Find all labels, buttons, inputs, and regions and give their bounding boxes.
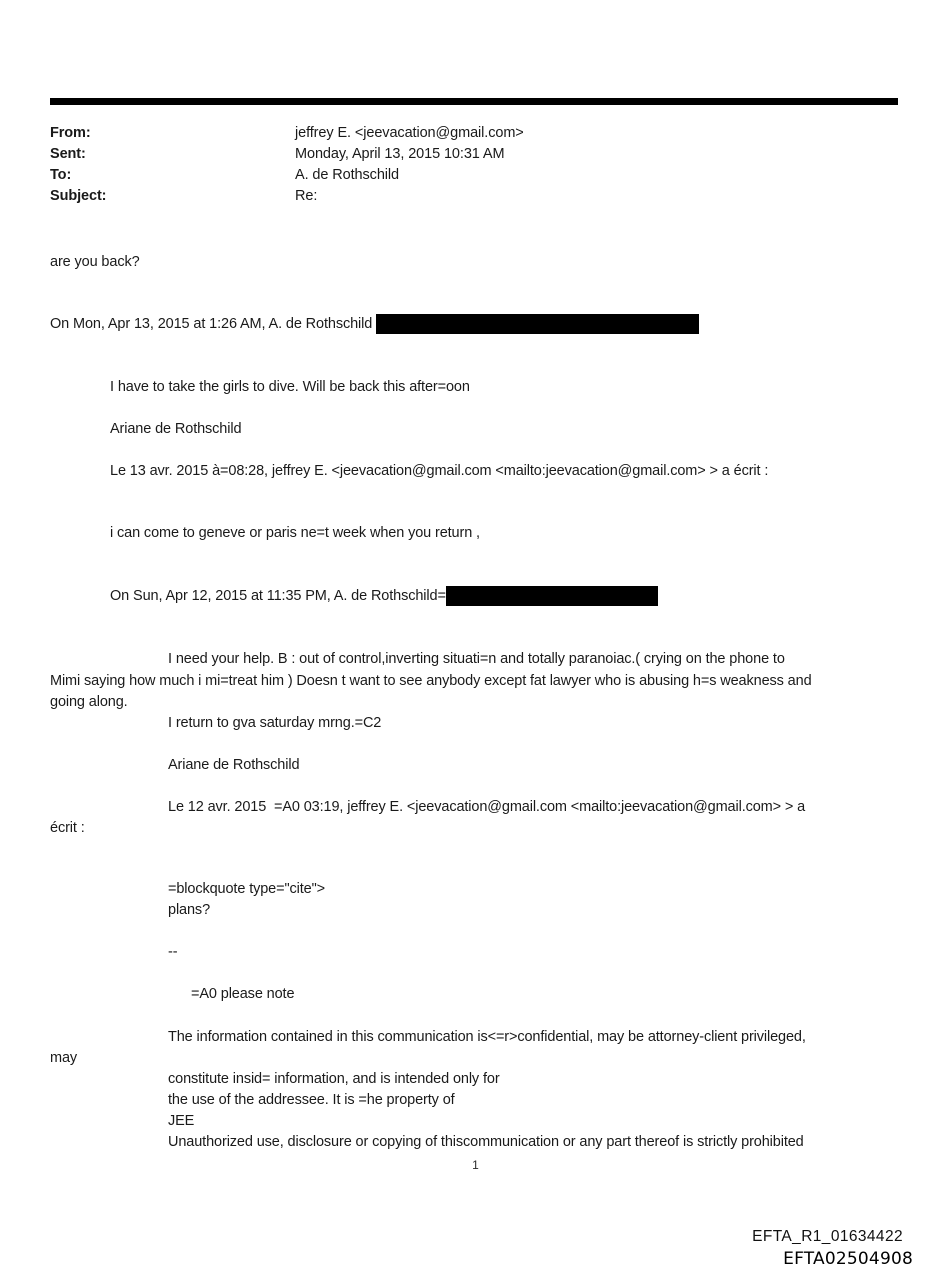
blockquote-tag-text: =blockquote type="cite"> xyxy=(168,881,325,897)
quote3-paragraph-line-3: going along. xyxy=(50,694,128,710)
to-label: To: xyxy=(50,167,72,183)
quote1-inner-attribution: Le 13 avr. 2015 à=08:28, jeffrey E. <jeevacation@gmail.com <mailto:jeevacation@gmail.com> > a écrit : xyxy=(110,463,769,479)
disclaimer-line-5: Unauthorized use, disclosure or copying of thiscommunication or any part thereof is strictly prohibited xyxy=(168,1134,804,1150)
redaction-bar-2 xyxy=(446,586,658,606)
bates-stamp-secondary: EFTA02504908 xyxy=(783,1249,913,1269)
disclaimer-line-1: The information contained in this communication is<=r>confidential, may be attorney-client privileged, xyxy=(168,1029,806,1045)
quote3-paragraph-line-1: I need your help. B : out of control,inverting situati=n and totally paranoiac.( crying on the phone to xyxy=(168,651,785,667)
sent-value: Monday, April 13, 2015 10:31 AM xyxy=(295,146,505,162)
disclaimer-line-2: constitute insid= information, and is intended only for xyxy=(168,1071,500,1087)
quote2-line-1: i can come to geneve or paris ne=t week when you return , xyxy=(110,525,480,541)
quote1-line-1: I have to take the girls to dive. Will be back this after=oon xyxy=(110,379,470,395)
disclaimer-line-4: JEE xyxy=(168,1113,195,1129)
email-header xyxy=(50,125,910,209)
quote1-attribution xyxy=(50,314,427,335)
header-rule xyxy=(50,98,898,105)
disclaimer-line-3: the use of the addressee. It is =he property of xyxy=(168,1092,455,1108)
signature-separator-dashes: -- xyxy=(168,944,178,960)
subject-value: Re: xyxy=(295,188,318,204)
redaction-bar-1 xyxy=(376,314,699,334)
quote2-attribution xyxy=(110,586,488,607)
quote1-signature: Ariane de Rothschild xyxy=(110,421,242,437)
blockquote-plans-text: plans? xyxy=(168,902,211,918)
from-label: From: xyxy=(50,125,91,141)
message-greeting: are you back? xyxy=(50,254,140,270)
header-row-from xyxy=(50,125,910,146)
header-row-subject xyxy=(50,188,910,209)
quote1-attribution-prefix: On Mon, Apr 13, 2015 at 1:26 AM, A. de Rothschild xyxy=(50,316,377,332)
quote3-return-line: I return to gva saturday mrng.=C2 xyxy=(168,715,382,731)
from-value: jeffrey E. <jeevacation@gmail.com> xyxy=(295,125,524,141)
subject-label: Subject: xyxy=(50,188,107,204)
quote3-paragraph-line-2: Mimi saying how much i mi=treat him ) Doesn t want to see anybody except fat lawyer who is abusing h=s weakness and xyxy=(50,673,812,689)
quote3-attribution-line-2: écrit : xyxy=(50,820,85,836)
header-row-sent xyxy=(50,146,910,167)
to-value: A. de Rothschild xyxy=(295,167,399,183)
sent-label: Sent: xyxy=(50,146,86,162)
quote3-attribution-line-1: Le 12 avr. 2015 =A0 03:19, jeffrey E. <jeevacation@gmail.com <mailto:jeevacation@gmail.com> > a xyxy=(168,799,806,815)
disclaimer-orphan-word: may xyxy=(50,1050,78,1066)
please-note-text: =A0 please note xyxy=(191,986,295,1002)
bates-stamp-primary: EFTA_R1_01634422 xyxy=(752,1228,903,1245)
page-number: 1 xyxy=(472,1158,479,1172)
header-row-to xyxy=(50,167,910,188)
quote3-signature: Ariane de Rothschild xyxy=(168,757,300,773)
quote2-attribution-prefix: On Sun, Apr 12, 2015 at 11:35 PM, A. de Rothschild= xyxy=(110,588,446,604)
